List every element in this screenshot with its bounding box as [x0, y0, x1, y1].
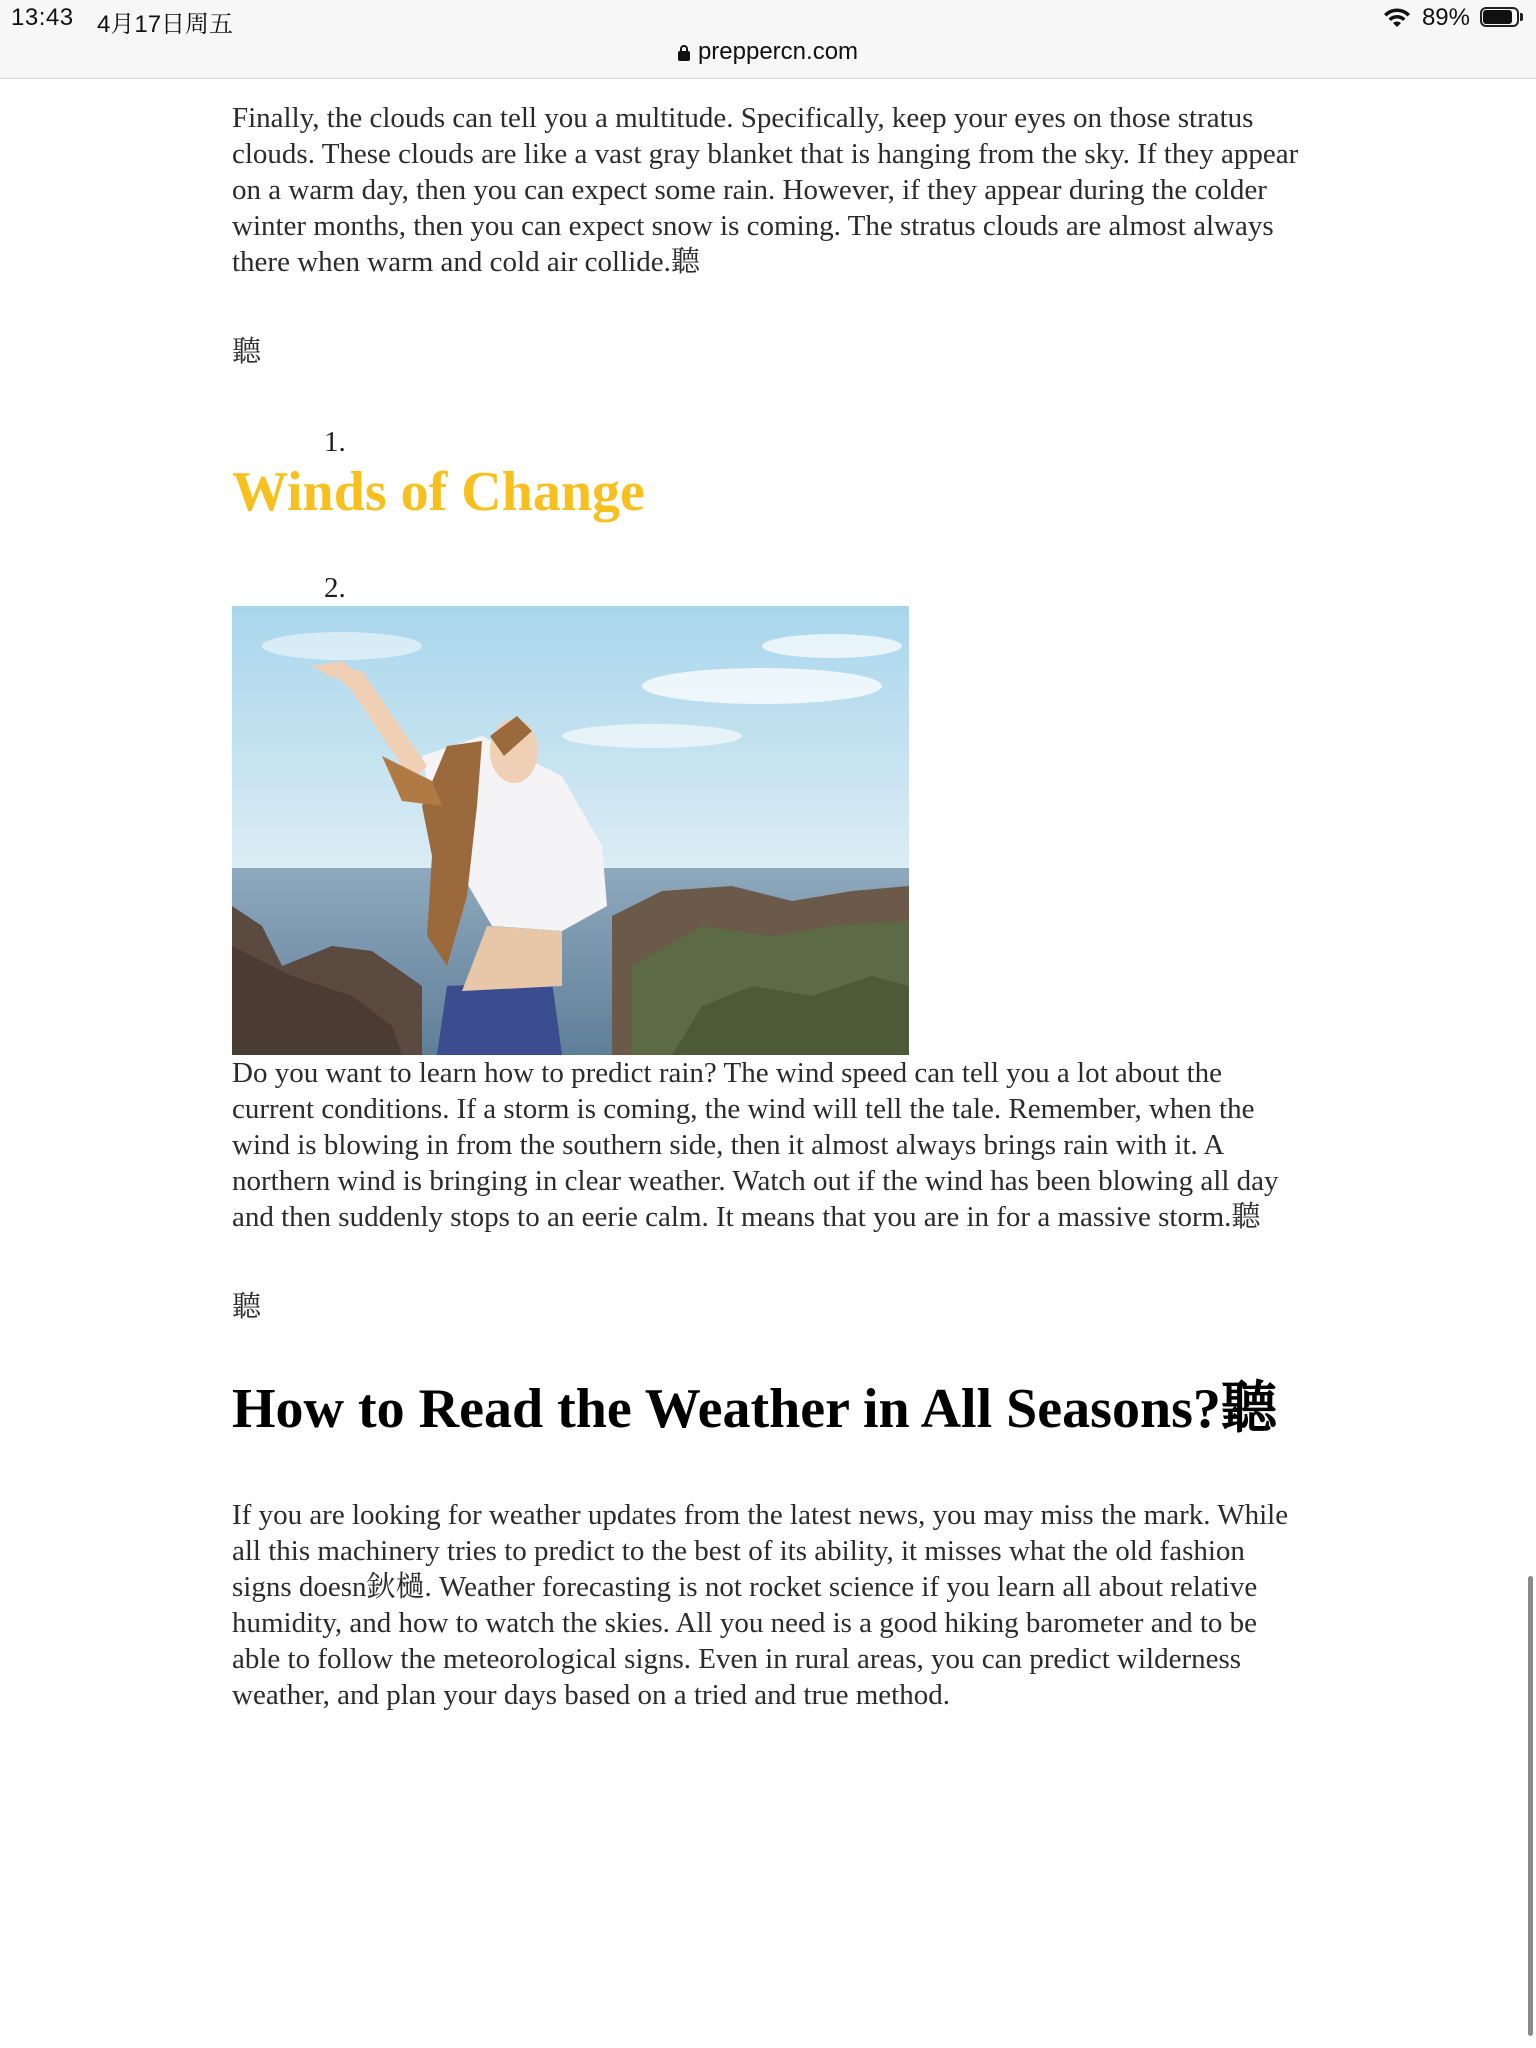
- scrollbar-thumb[interactable]: [1528, 1576, 1533, 2036]
- battery-fill: [1483, 10, 1512, 24]
- address-bar[interactable]: [0, 38, 1536, 66]
- paragraph-wind: Do you want to learn how to predict rain? The wind speed can tell you a lot about the current conditions. If a storm is coming, the wind will tell the tale. Remember, when the wind is blowing in from the southern side, then it almost always brings rain with it. A northern wind is bringing in clear weather. Watch out if the wind has been blowing all day and then suddenly stops to an eerie calm. It means that you are in for a massive storm.聽: [232, 1057, 1279, 1233]
- heading-winds-of-change: Winds of Change: [232, 461, 645, 523]
- address-domain: preppercn.com: [697, 38, 859, 65]
- status-date: 4月17日周五: [97, 11, 234, 38]
- battery-icon: [1480, 7, 1524, 29]
- paragraph-weather-news: If you are looking for weather updates from the latest news, you may miss the mark. While all this machinery tries to predict to the best of its ability, it misses what the old fashion signs doesn鈥檛. Weather forecasting is not rocket science if you learn all about relative humidity, and how to watch the skies. All you need is a good hiking barometer and to be able to follow the meteorological signs. Even in rural areas, you can predict wilderness weather, and plan your days based on a tried and true method.: [232, 1499, 1289, 1711]
- woman-arms-raised-photo: [232, 606, 909, 1055]
- spacer-paragraph-2: 聽: [232, 1291, 262, 1323]
- heading-read-weather-seasons: How to Read the Weather in All Seasons?聽: [232, 1378, 1277, 1440]
- wifi-icon: [1382, 7, 1412, 29]
- battery-percent: 89%: [1421, 4, 1470, 31]
- browser-chrome: [0, 0, 1536, 79]
- lock-icon: [678, 44, 690, 61]
- status-indicators: [1382, 4, 1524, 32]
- spacer-paragraph: 聽: [232, 336, 262, 368]
- paragraph-clouds: Finally, the clouds can tell you a multitude. Specifically, keep your eyes on those stratus clouds. These clouds are like a vast gray blanket that is hanging from the sky. If they appear on a warm day, then you can expect some rain. However, if they appear during the colder winter months, then you can expect snow is coming. The stratus clouds are almost always there when warm and cold air collide.聽: [232, 102, 1299, 278]
- list-number-1: 1.: [324, 426, 346, 458]
- status-time: 13:43: [11, 4, 74, 31]
- article-body: [232, 100, 1302, 1713]
- list-number-2: 2.: [324, 572, 346, 604]
